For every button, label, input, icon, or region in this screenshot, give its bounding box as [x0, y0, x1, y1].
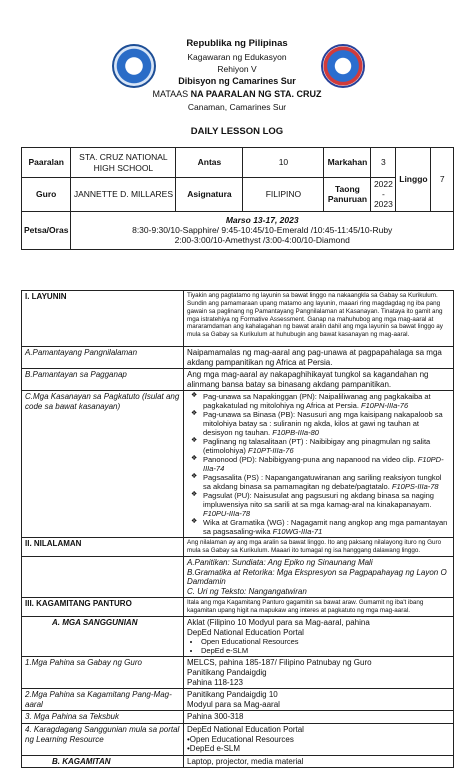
layunin-text: Tiyakin ang pagtatamo ng layunin sa bawat linggo na nakaangkla sa Gabay sa Kurikulum. Sundin ang pamamaraan upang matamo ang layunin, maaari ring magdagdag ng iba pang gawain sa paglinang ng Pamantayang Pangnilalaman at Kasanayan. Tinataya ito gamit ang mga istratehiya ng Formative Assessment. Ganap na mahuhubog ang mga mag-aaral at mararamdaman ang kahalagahan ng bawat aralin dahil ang mga layunin sa bawat linggo ay mula sa Gabay sa Kurikulum at huhubugin ang bawat kasanayan ng mag-aaral.	[184, 291, 454, 347]
header-region: Rehiyon V	[217, 64, 257, 74]
header-school-name: NA PAARALAN NG STA. CRUZ	[190, 89, 322, 99]
karagdagang-sanggunian-cell	[184, 723, 454, 755]
pamantayang-pangnilalaman-text: Naipamamalas ng mag-aaral ang pag-unawa at pagpapahalaga sa mga akdang pampanitikan ng Africa at Persia.	[184, 347, 454, 369]
pamantayang-pangnilalaman-label: A.Pamantayang Pangnilalaman	[22, 347, 184, 369]
lesson-log-table	[21, 290, 454, 768]
layunin-title: I. LAYUNIN	[22, 291, 184, 347]
petsa-oras-label: Petsa/Oras	[22, 211, 71, 249]
kasanayan-list-cell	[184, 391, 454, 538]
kagamitang-mag-aaral-cell	[184, 689, 454, 711]
nilalaman-title: II. NILALAMAN	[22, 538, 184, 557]
sanggunian-item: • Open Educational Resources	[201, 637, 450, 646]
gabay-guro-line: Pahina 118-123	[187, 677, 243, 687]
sanggunian-item: • DepEd e-SLM	[201, 646, 450, 655]
kasanayan-text: Pagsasalita (PS) : Napangangatuwiranan ang sariling reaksiyon tungkol sa akdang binasa sa pamamagitan ng debate/pagtatalo.	[203, 473, 442, 492]
asignatura-label: Asignatura	[176, 178, 243, 212]
kasanayan-code: F10WG-IIIa-71	[272, 527, 323, 537]
teksbuk-value: Pahina 300-318	[184, 711, 454, 724]
kasanayan-list	[187, 392, 450, 536]
petsa-time-line1: 8:30-9:30/10-Sapphire/ 9:45-10:45/10-Emerald /10:45-11:45/10-Ruby	[132, 224, 393, 235]
header-division: Dibisyon ng Camarines Sur	[178, 76, 296, 86]
karagdagang-line: •DepEd e-SLM	[187, 744, 241, 754]
guro-value: JANNETTE D. MILLARES	[71, 178, 176, 212]
sanggunian-aklat: Aklat (Filipino 10 Modyul para sa Mag-aaral, pahina	[187, 618, 370, 628]
kasanayan-item	[203, 392, 450, 410]
info-table	[21, 147, 454, 250]
guro-label: Guro	[22, 178, 71, 212]
header-school	[0, 89, 474, 99]
nilalaman-uri-teksto: C. Uri ng Teksto: Nangangatwiran	[187, 586, 307, 596]
nilalaman-panitikan: A.Panitikan: Sundiata: Ang Epiko ng Sinaunang Mali	[187, 558, 373, 568]
kagamitan-text: Itala ang mga Kagamitang Panturo gagamitin sa bawat araw. Gumamit ng iba't ibang kagamitan upang higit na mapukaw ang interes at pagkatuto ng mga mag-aaral.	[184, 598, 454, 617]
kasanayan-item	[203, 410, 450, 437]
teksbuk-label: 3. Mga Pahina sa Teksbuk	[22, 711, 184, 724]
kasanayan-code: F10PD-IIIa-74	[203, 455, 444, 474]
kasanayan-text: Pag-unawa sa Binasa (PB): Nasusuri ang mga kaisipang nakapaloob sa mitolohiya batay sa : suliranin ng akda, kilos at gawi ng tauhan at desisyon ng tauhan.	[203, 410, 443, 438]
gabay-guro-label: 1.Mga Pahina sa Gabay ng Guro	[22, 657, 184, 689]
linggo-value: 7	[431, 148, 454, 212]
gabay-guro-line: Panitikang Pandaigdig	[187, 667, 267, 677]
sanggunian-label: A. MGA SANGGUNIAN	[22, 617, 184, 657]
kasanayan-code: F10PN-IIIa-76	[361, 401, 409, 411]
document-title: DAILY LESSON LOG	[190, 126, 284, 137]
gabay-guro-line: MELCS, pahina 185-187/ Filipino Patnubay ng Guro	[187, 658, 372, 668]
pamantayan-pagganap-text: Ang mga mag-aaral ay nakapaghihikayat tungkol sa kagandahan ng alinmang bansa batay sa binasang akdang pampanitikan.	[184, 369, 454, 391]
paaralan-label: Paaralan	[22, 148, 71, 178]
karagdagang-line: •Open Educational Resources	[187, 734, 294, 744]
kasanayan-item	[203, 437, 450, 455]
header-department: Kagawaran ng Edukasyon	[187, 52, 287, 62]
sanggunian-cell	[184, 617, 454, 657]
kagamitan-b-label: B. KAGAMITAN	[22, 755, 184, 768]
kasanayan-text: Panonood (PD): Nabibigyang-puna ang napanood na video clip.	[203, 455, 416, 465]
kasanayan-code: F10PU-IIIa-78	[203, 509, 251, 519]
header-school-prefix: MATAAS	[152, 89, 191, 99]
gabay-guro-cell	[184, 657, 454, 689]
markahan-value: 3	[371, 148, 396, 178]
kasanayan-text: Paglinang ng talasalitaan (PT) : Naibibigay ang pinagmulan ng salita (etimolohiya)	[203, 437, 431, 456]
kasanayan-item	[203, 518, 450, 536]
header-location: Canaman, Camarines Sur	[187, 102, 287, 112]
petsa-oras-value	[71, 211, 454, 249]
kasanayan-label: C.Mga Kasanayan sa Pagkatuto (Isulat ang code sa bawat kasanayan)	[22, 391, 184, 538]
antas-label: Antas	[176, 148, 243, 178]
kagamitan-b-value: Laptop, projector, media material	[184, 755, 454, 768]
kasanayan-text: Pagsulat (PU): Naisusulat ang pagsusuri ng akdang binasa sa naging impluwensiya nito sa sarili at sa mga kamag-aral na kinakapanayam.	[203, 491, 434, 510]
kagamitan-title: III. KAGAMITANG PANTURO	[22, 598, 184, 617]
kasanayan-text: Wika at Gramatika (WG) : Nagagamit nang angkop ang mga pamantayan sa pagsasaling-wika	[203, 518, 448, 537]
taong-panuruan-value: 2022 - 2023	[371, 178, 396, 212]
kasanayan-code: F10PT-IIIa-76	[248, 446, 294, 456]
kasanayan-item	[203, 455, 450, 473]
antas-value: 10	[243, 148, 324, 178]
sanggunian-portal: DepEd National Education Portal	[187, 627, 304, 637]
petsa-time-line2: 2:00-3:00/10-Amethyst /3:00-4:00/10-Diamond	[174, 235, 350, 246]
kagamitang-mag-aaral-line: Panitikang Pandaigdig 10	[187, 690, 278, 700]
markahan-label: Markahan	[324, 148, 371, 178]
nilalaman-text: Ang nilalaman ay ang mga aralin sa bawat linggo. Ito ang paksang nilalayong ituro ng Guro mula sa Gabay sa Kurikulum. Maaari ito tumagal ng isa hanggang dalawang linggo.	[184, 538, 454, 557]
asignatura-value: FILIPINO	[243, 178, 324, 212]
petsa-date: Marso 13-17, 2023	[225, 214, 299, 225]
karagdagang-line: DepEd National Education Portal	[187, 724, 304, 734]
header-republic: Republika ng Pilipinas	[186, 38, 288, 49]
kasanayan-code: F10PB-IIIa-80	[272, 428, 319, 438]
karagdagang-sanggunian-label: 4. Karagdagang Sanggunian mula sa portal ng Learning Resource	[22, 723, 184, 755]
kasanayan-item	[203, 491, 450, 518]
kasanayan-item	[203, 473, 450, 491]
nilalaman-topics	[184, 557, 454, 598]
sanggunian-list	[187, 637, 450, 655]
pamantayan-pagganap-label: B.Pamantayan sa Pagganap	[22, 369, 184, 391]
kagamitang-mag-aaral-label: 2.Mga Pahina sa Kagamitang Pang-Mag-aaral	[22, 689, 184, 711]
linggo-label: Linggo	[396, 148, 431, 212]
paaralan-value: STA. CRUZ NATIONAL HIGH SCHOOL	[71, 148, 176, 178]
kagamitang-mag-aaral-line: Modyul para sa Mag-aaral	[187, 699, 280, 709]
kasanayan-text: Pag-unawa sa Napakinggan (PN): Naipaliliwanag ang pagkakaiba at pagkakatulad ng mitolohiya ng Africa at Persia.	[203, 392, 431, 411]
kasanayan-code: F10PS-IIIa-78	[391, 482, 439, 492]
taong-panuruan-label: Taong Panuruan	[324, 178, 371, 212]
nilalaman-empty-cell	[22, 557, 184, 598]
nilalaman-gramatika: B.Gramatika at Retorika: Mga Ekspresyon sa Pagpapahayag ng Layon O Damdamin	[187, 567, 447, 587]
